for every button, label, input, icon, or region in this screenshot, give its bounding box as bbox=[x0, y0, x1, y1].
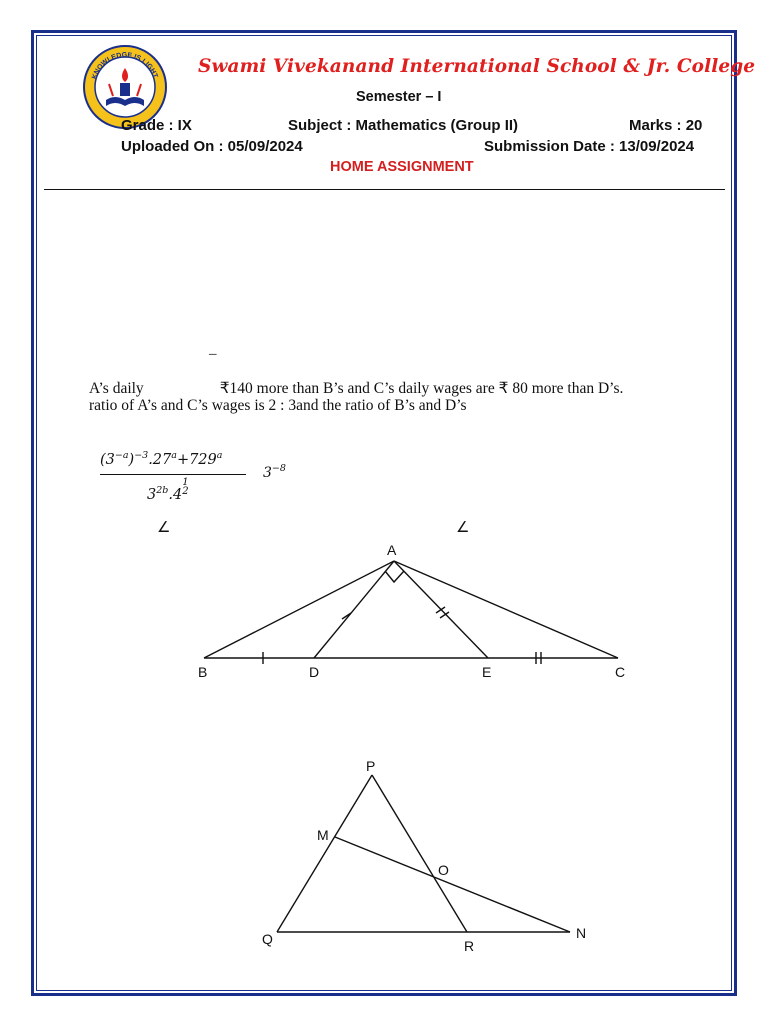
label-d: D bbox=[309, 664, 320, 680]
label-e: E bbox=[482, 664, 492, 680]
label-p: P bbox=[366, 758, 376, 774]
label-n: N bbox=[576, 925, 587, 941]
uploaded-date: Uploaded On : 05/09/2024 bbox=[121, 138, 303, 155]
label-a: A bbox=[387, 542, 397, 558]
expression-denominator: $3^{2b}.4$ 1 2 bbox=[147, 477, 189, 503]
grade-label: Grade : IX bbox=[121, 117, 192, 134]
angle-symbol: ∠ bbox=[157, 520, 171, 536]
power-expression: $3^{-8}$ bbox=[263, 463, 286, 481]
label-q: Q bbox=[262, 931, 273, 947]
wages-text-part2: ₹140 more than B’s and C’s daily wages are ₹ 80 more than D’s. bbox=[219, 380, 624, 397]
marks-label: Marks : 20 bbox=[629, 117, 703, 134]
document-heading: HOME ASSIGNMENT bbox=[330, 159, 474, 175]
wages-text-part1: A’s daily bbox=[89, 380, 144, 397]
dash-mark: – bbox=[209, 346, 217, 362]
label-r: R bbox=[464, 938, 475, 954]
submission-date: Submission Date : 13/09/2024 bbox=[484, 138, 695, 155]
label-c: C bbox=[615, 664, 626, 680]
logo-motto: KNOWLEDGE IS LIGHT bbox=[91, 51, 159, 81]
school-name: Swami Vivekanand International School & Jr. College bbox=[198, 56, 756, 77]
semester-label: Semester – I bbox=[356, 89, 442, 105]
label-b: B bbox=[198, 664, 208, 680]
label-m: M bbox=[317, 827, 329, 843]
wages-question-line-2: ratio of A’s and C’s wages is 2 : 3and the ratio of B’s and D’s bbox=[89, 397, 467, 414]
label-o: O bbox=[438, 862, 449, 878]
expression-numerator: $(3^{-a})^{-3}.27^a+729^a$ bbox=[100, 450, 223, 468]
angle-symbol: ∠ bbox=[456, 520, 470, 536]
subject-label: Subject : Mathematics (Group II) bbox=[288, 117, 519, 134]
